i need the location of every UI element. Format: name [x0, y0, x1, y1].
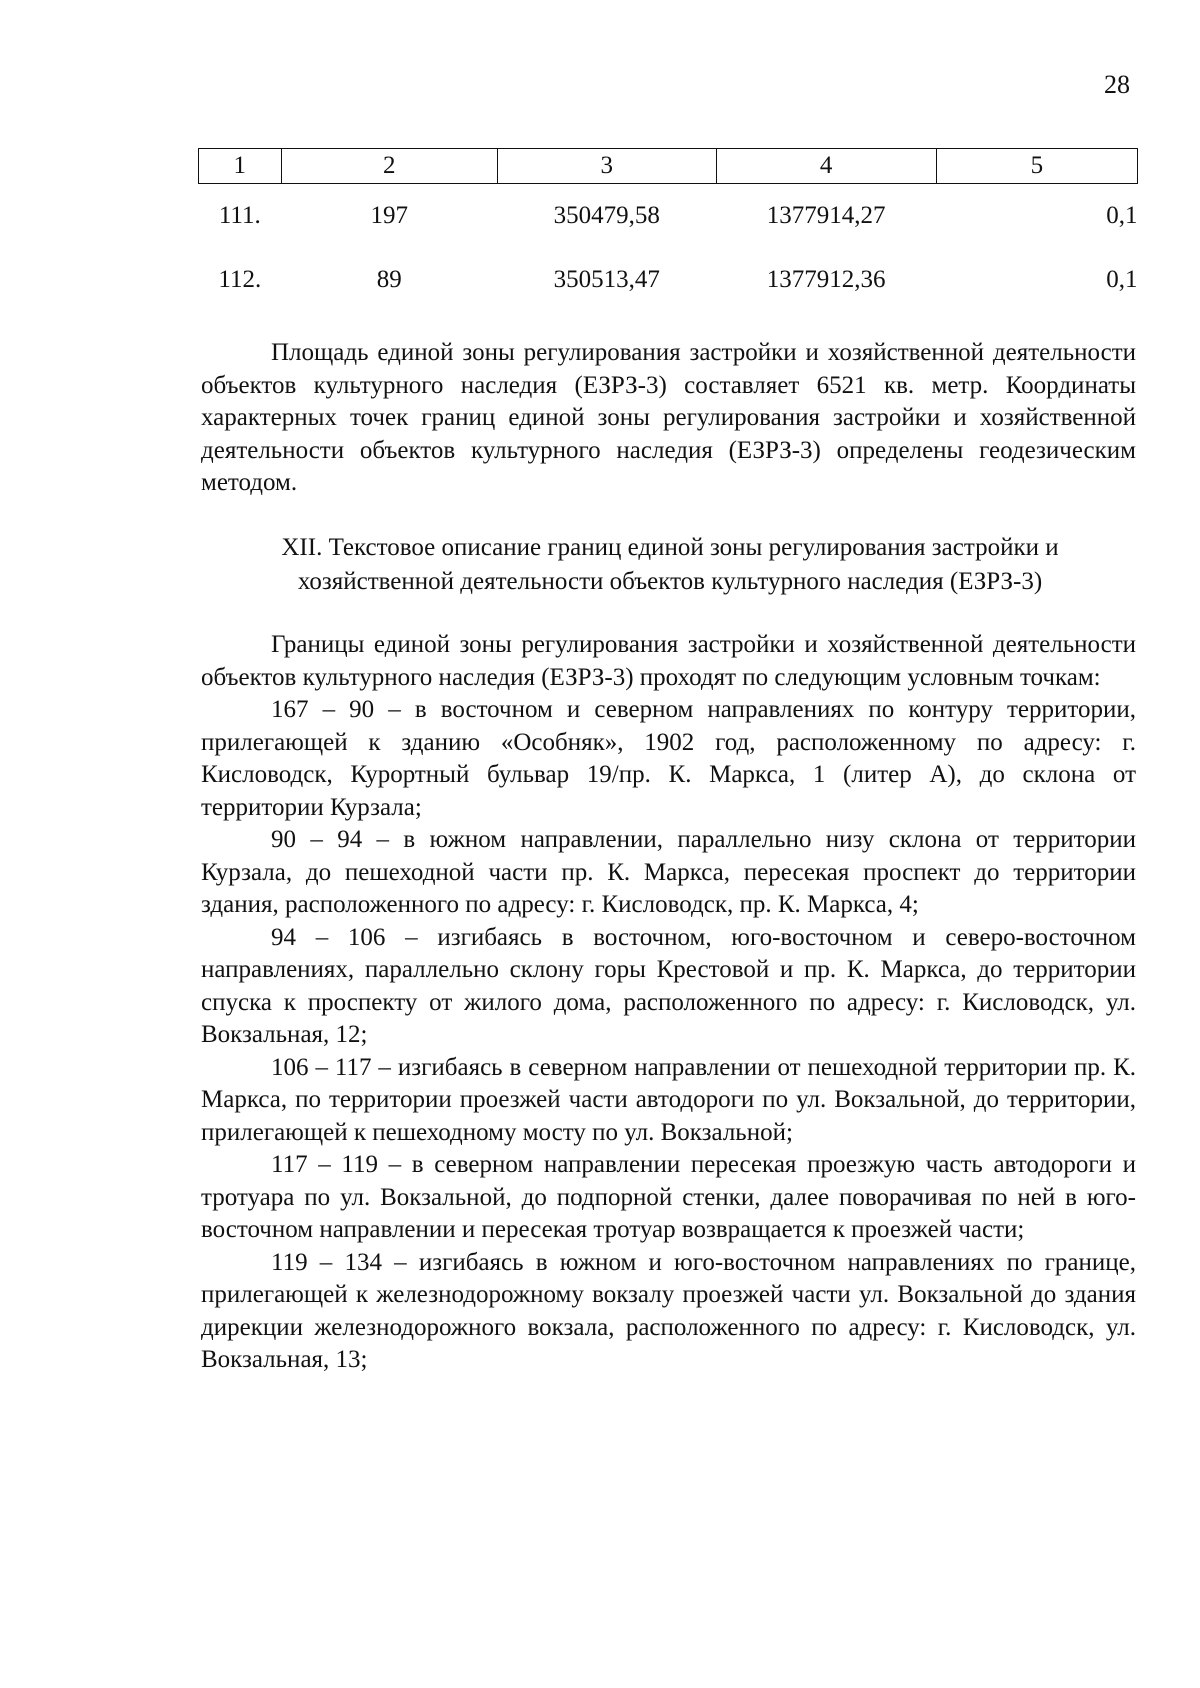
point-id-cell: 89 [376, 266, 402, 293]
boundary-segment: 106 – 117 – изгибаясь в северном направлении от пешеходной территории пр. К. Маркса, по территории проезжей части автодороги по ул. Вокзальной, до территории, прилегающей к пешеходному мосту по ул. Вокзальной; [201, 1053, 1136, 1146]
table-header-row [199, 149, 1138, 184]
column-header: 3 [497, 149, 716, 184]
area-paragraph-block [201, 337, 1136, 500]
y-coordinate-cell: 1377914,27 [766, 202, 886, 229]
x-coordinate-cell: 350479,58 [553, 202, 660, 229]
accuracy-cell: 0,1 [1106, 266, 1138, 293]
boundary-segment: 117 – 119 – в северном направлении пересекая проезжую часть автодороги и тротуара по ул. Вокзальной, до подпорной стенки, далее поворачивая по ней в юго-восточном направлении и пересекая тротуар возвращается к проезжей части; [201, 1151, 1136, 1243]
column-header: 4 [716, 149, 936, 184]
table-row [199, 184, 1138, 249]
boundaries-intro: Границы единой зоны регулирования застройки и хозяйственной деятельности объектов культурного наследия (ЕЗРЗ-3) проходят по следующим условным точкам: [201, 631, 1136, 691]
boundary-segment: 167 – 90 – в восточном и северном направлениях по контуру территории, прилегающей к зданию «Особняк», 1902 год, расположенному по адресу: г. Кисловодск, Курортный бульвар 19/пр. К. Маркса, 1 (литер А), до склона от территории Курзала; [201, 696, 1136, 821]
boundary-segment: 94 – 106 – изгибаясь в восточном, юго-восточном и северо-восточном направлениях, параллельно склону горы Крестовой и пр. К. Маркса, до территории спуска к проспекту от жилого дома, расположенного по адресу: г. Кисловодск, ул. Вокзальная, 12; [201, 923, 1136, 1048]
boundary-segment: 119 – 134 – изгибаясь в южном и юго-восточном направлениях по границе, прилегающей к железнодорожному вокзалу проезжей части ул. Вокзальной до здания дирекции железнодорожного вокзала, расположенного по адресу: г. Кисловодск, ул. Вокзальная, 13; [201, 1248, 1136, 1373]
page-number: 28 [1104, 70, 1130, 99]
column-header: 5 [936, 149, 1137, 184]
boundaries-description [201, 629, 1136, 1377]
boundary-segment: 90 – 94 – в южном направлении, параллельно низу склона от территории Курзала, до пешеходной части пр. К. Маркса, пересекая проспект до территории здания, расположенного по адресу: г. Кисловодск, пр. К. Маркса, 4; [201, 826, 1136, 918]
accuracy-cell: 0,1 [1106, 202, 1138, 229]
column-header: 2 [281, 149, 497, 184]
point-id-cell: 197 [370, 202, 408, 229]
x-coordinate-cell: 350513,47 [553, 266, 660, 293]
point-number-cell: 112. [218, 266, 262, 293]
section-heading-line: хозяйственной деятельности объектов культурного наследия (ЕЗРЗ-3) [297, 568, 1043, 595]
area-paragraph: Площадь единой зоны регулирования застройки и хозяйственной деятельности объектов культурного наследия (ЕЗРЗ-3) составляет 6521 кв. метр. Координаты характерных точек границ единой зоны регулирования застройки и хозяйственной деятельности объектов культурного наследия (ЕЗРЗ-3) определены геодезическим методом. [201, 339, 1136, 496]
y-coordinate-cell: 1377912,36 [766, 266, 886, 293]
coordinates-table [198, 148, 1138, 312]
point-number-cell: 111. [218, 202, 261, 229]
table-row [199, 248, 1138, 312]
section-heading-line: XII. Текстовое описание границ единой зоны регулирования застройки и [281, 534, 1059, 561]
column-header: 1 [199, 149, 282, 184]
section-heading [220, 531, 1120, 599]
